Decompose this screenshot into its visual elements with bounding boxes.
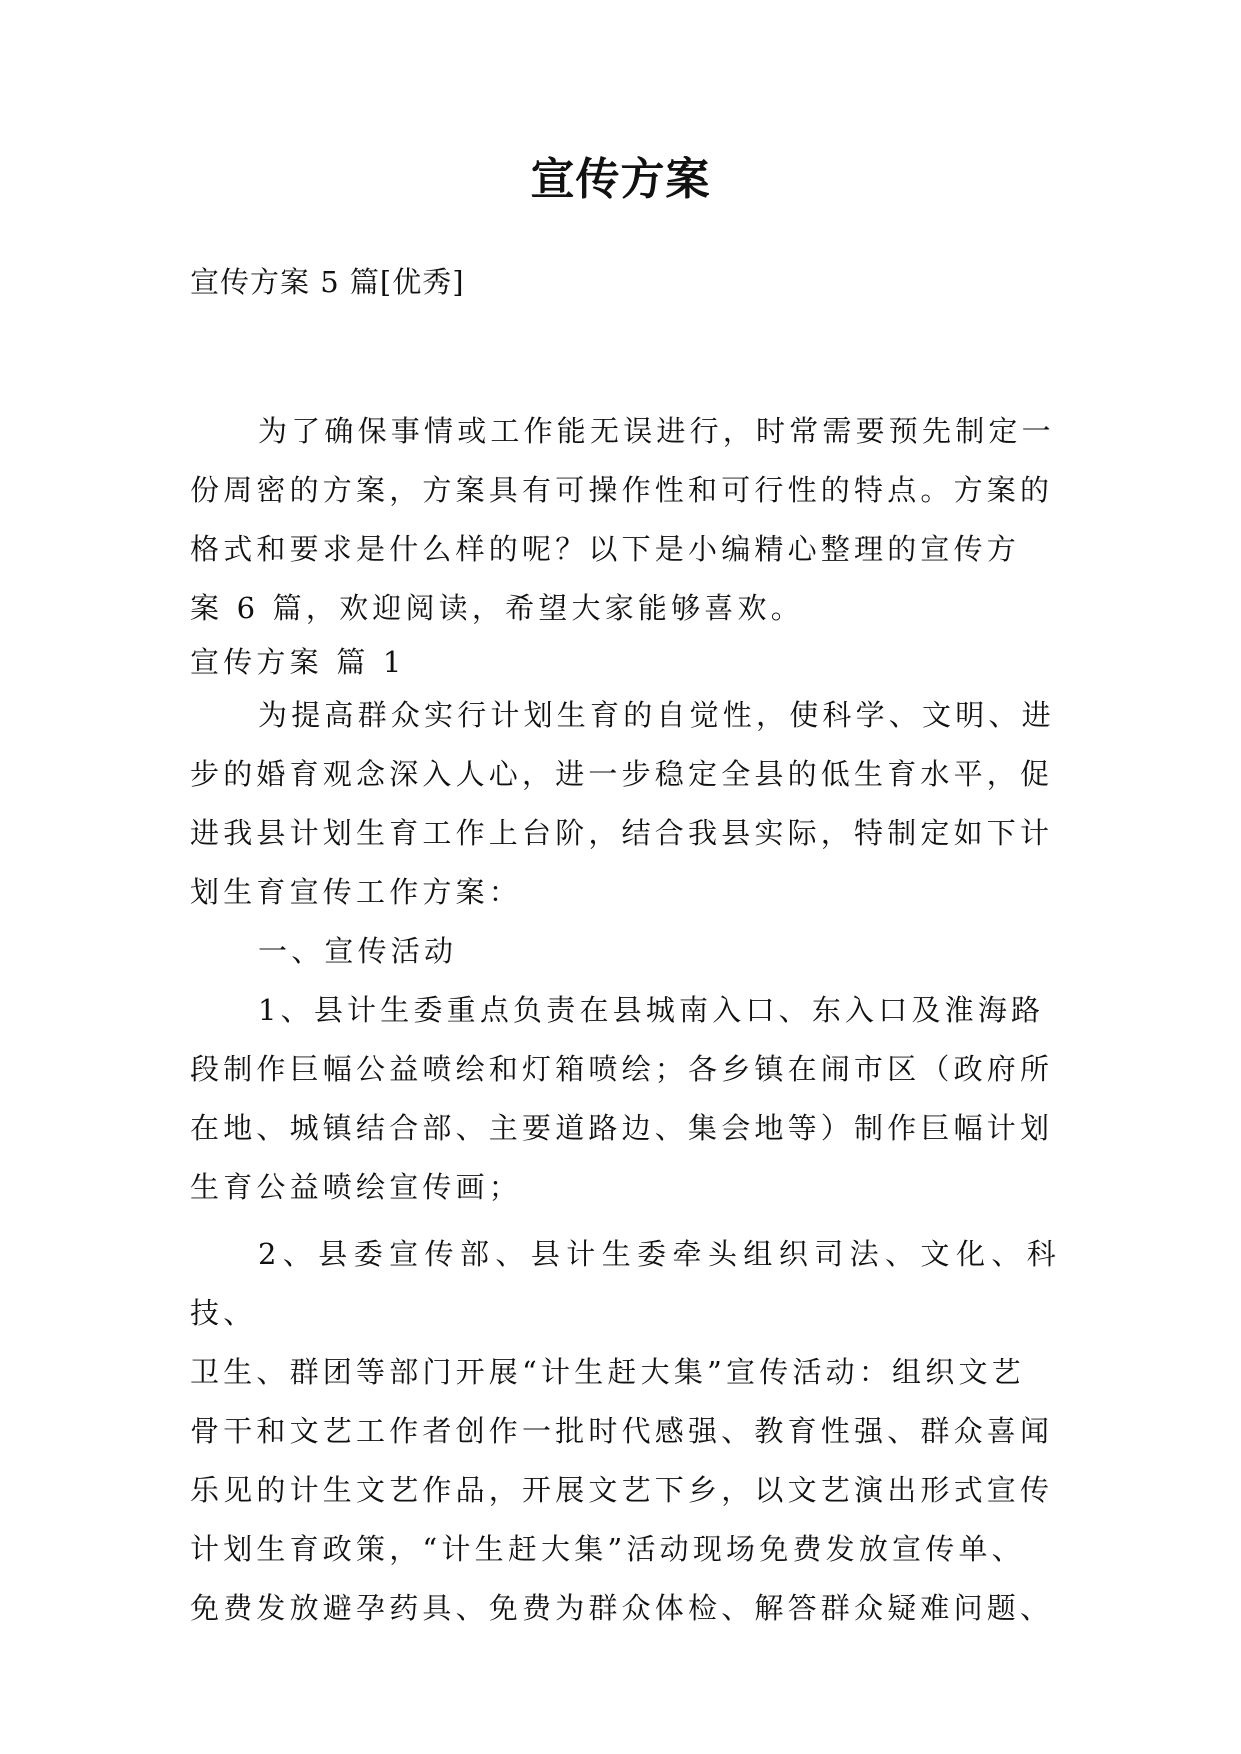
item-line: 段制作巨幅公益喷绘和灯箱喷绘；各乡镇在闹市区（政府所 (190, 1052, 1054, 1086)
item-line: 免费发放避孕药具、免费为群众体检、解答群众疑难问题、 (190, 1591, 1054, 1625)
intro-line: 为了确保事情或工作能无误进行，时常需要预先制定一 (258, 414, 1055, 448)
document-subtitle: 宣传方案 5 篇[优秀] (190, 265, 465, 299)
item-line: 卫生、群团等部门开展“计生赶大集”宣传活动：组织文艺 (190, 1355, 1025, 1389)
item-1 (190, 981, 1060, 1217)
item-line: 在地、城镇结合部、主要道路边、集会地等）制作巨幅计划 (190, 1111, 1054, 1145)
intro-paragraph (190, 402, 1060, 638)
section-heading: 宣传方案 篇 1 (190, 645, 406, 679)
item-line: 2、县委宣传部、县计生委牵头组织司法、文化、科技、 (190, 1237, 1060, 1330)
item-line: 生育公益喷绘宣传画； (190, 1170, 523, 1204)
paragraph-line: 进我县计划生育工作上台阶，结合我县实际，特制定如下计 (190, 816, 1054, 850)
paragraph-line: 步的婚育观念深入人心，进一步稳定全县的低生育水平，促 (190, 757, 1054, 791)
paragraph-line: 为提高群众实行计划生育的自觉性，使科学、文明、进 (258, 698, 1055, 732)
paragraph-line: 划生育宣传工作方案： (190, 875, 523, 909)
intro-line: 格式和要求是什么样的呢？以下是小编精心整理的宣传方 (190, 532, 1021, 566)
page-title: 宣传方案 (530, 154, 711, 205)
item-line: 乐见的计生文艺作品，开展文艺下乡，以文艺演出形式宣传 (190, 1473, 1054, 1507)
item-line: 1、县计生委重点负责在县城南入口、东入口及淮海路 (258, 993, 1045, 1027)
paragraph-1 (190, 686, 1060, 922)
subheading: 一、宣传活动 (258, 934, 458, 968)
document-body (190, 402, 1060, 1638)
intro-line: 案 6 篇，欢迎阅读，希望大家能够喜欢。 (190, 591, 804, 625)
item-2 (190, 1225, 1060, 1638)
intro-line: 份周密的方案，方案具有可操作性和可行性的特点。方案的 (190, 473, 1054, 507)
item-line: 骨干和文艺工作者创作一批时代感强、教育性强、群众喜闻 (190, 1414, 1054, 1448)
item-line: 计划生育政策，“计生赶大集”活动现场免费发放宣传单、 (190, 1532, 1025, 1566)
